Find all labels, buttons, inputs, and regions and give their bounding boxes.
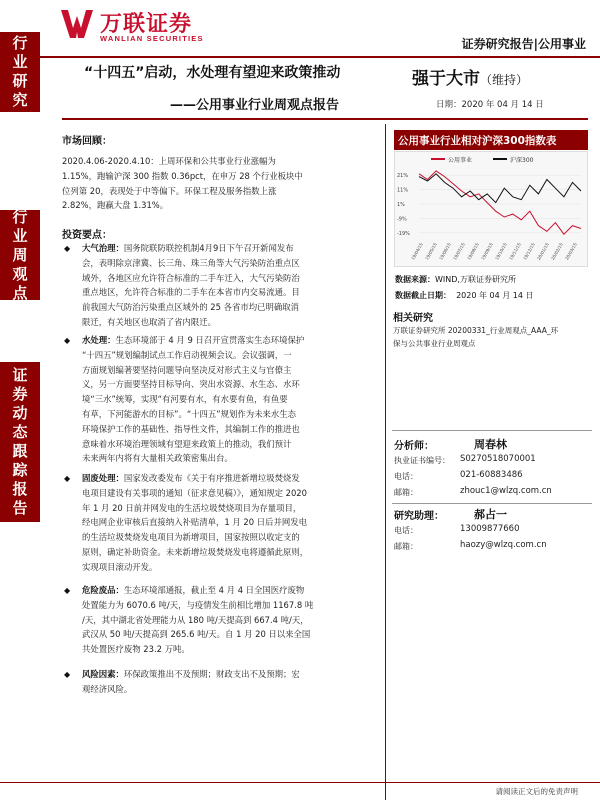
analyst-email-label: 邮箱： bbox=[394, 488, 418, 497]
point-air: 大气治理：国务院联防联控机制4月9日下午召开新闻发布 会，表明除京津冀、长三角、珠三角等大气污染防治重点区 域外，各地区应允许符合标准的二手车迁入，大气污染防治 重点地区，允许符合标准的二手车在本省市内交易流通。目 前我国大气防治污染重点区域外的 25 各省市均已明确取消 限迁，有关地区也取消了省内限迁。 bbox=[82, 243, 300, 327]
footer-divider bbox=[0, 782, 600, 783]
disclaimer-note: 请阅读正文后的免责声明 bbox=[495, 787, 578, 796]
x-tick-label: 19/07/15 bbox=[452, 242, 466, 261]
x-tick-label: 19/05/15 bbox=[424, 242, 438, 261]
assistant-email-label: 邮箱： bbox=[394, 542, 418, 551]
x-tick-label: 19/12/15 bbox=[522, 242, 536, 261]
data-source: 数据来源：WIND,万联证券研究所 bbox=[395, 275, 516, 284]
x-tick-label: 19/11/15 bbox=[508, 242, 522, 261]
assistant-phone-value: 13009877660 bbox=[460, 524, 520, 534]
point-solid-waste: 固废处理：国家发改委发布《关于有序推进新增垃圾焚烧发 电项目建设有关事项的通知（征求意见稿）》，通知规定 2020 年 1 月 20 日前并网发电的生活垃圾焚烧项目为存量项目， 经电网企业审核后直接纳入补贴清单，1 月 20 日后并网发电 的生活垃圾焚烧发电项目为新增项目，国家按照以收定支的 原则，确定补助资金。未来新增垃圾焚烧发电将遵循此原则， 实现项目滚动开发。 bbox=[82, 473, 309, 572]
rating-value: 强于大市 bbox=[412, 69, 480, 89]
y-tick-label: -19% bbox=[397, 230, 410, 237]
related-research-text: 万联证券研究所 20200331_行业周观点_AAA_环 保与公共事业行业周观点 bbox=[393, 326, 559, 348]
x-tick-label: 19/06/15 bbox=[438, 242, 452, 261]
header-divider bbox=[0, 56, 600, 58]
legend-label-1: 沪深300 bbox=[510, 157, 534, 164]
bullet-icon: ◆ bbox=[64, 336, 71, 345]
y-tick-label: 1% bbox=[397, 202, 405, 208]
x-tick-label: 19/09/15 bbox=[480, 242, 494, 261]
brand-logo-icon bbox=[60, 8, 94, 40]
analyst-cert-value: S0270518070001 bbox=[460, 454, 536, 464]
report-title-block bbox=[62, 62, 392, 113]
related-research-heading: 相关研究 bbox=[393, 313, 433, 324]
x-tick-label: 19/10/15 bbox=[494, 242, 508, 261]
rating bbox=[412, 64, 528, 89]
chart-title: 公用事业行业相对沪深300指数表 bbox=[394, 130, 588, 150]
report-subtitle: ——公用事业行业周观点报告 bbox=[170, 98, 340, 113]
market-review-heading: 市场回顾： bbox=[62, 136, 112, 147]
data-cutoff-date: 数据截止日期： 2020 年 04 月 14 日 bbox=[395, 291, 534, 300]
chart-container bbox=[394, 151, 588, 267]
bullet-icon: ◆ bbox=[64, 474, 71, 483]
assistant-name: 郝占一 bbox=[474, 508, 507, 521]
assistant-email-value[interactable]: haozy@wlzq.com.cn bbox=[460, 540, 547, 550]
analyst-cert-label: 执业证书编号： bbox=[394, 456, 450, 465]
bullet-icon: ◆ bbox=[64, 244, 71, 253]
page-header bbox=[0, 0, 600, 58]
y-tick-label: 21% bbox=[397, 173, 409, 180]
bullet-icon: ◆ bbox=[64, 586, 71, 595]
analyst-email-value[interactable]: zhouc1@wlzq.com.cn bbox=[460, 486, 552, 496]
x-tick-label: 19/04/15 bbox=[410, 242, 424, 261]
legend-label-0: 公用事业 bbox=[448, 157, 473, 164]
analyst-label: 分析师： bbox=[394, 441, 434, 452]
report-date: 日期：2020 年 04 月 14 日 bbox=[436, 100, 544, 110]
analyst-phone-label: 电话： bbox=[394, 472, 418, 481]
report-tag: 证券研究报告|公用事业 bbox=[461, 37, 586, 51]
series-line-1 bbox=[419, 174, 581, 203]
analyst-divider bbox=[392, 430, 592, 431]
x-tick-label: 20/01/15 bbox=[536, 242, 550, 261]
report-title: “十四五”启动，水处理有望迎来政策推动 bbox=[84, 65, 341, 81]
y-tick-label: 11% bbox=[397, 187, 409, 194]
side-label-tracking-report: 证 券 动 态 跟 踪 报 告 bbox=[0, 362, 40, 522]
key-points-heading: 投资要点： bbox=[62, 230, 112, 241]
relative-index-chart bbox=[395, 152, 587, 266]
title-divider bbox=[62, 118, 588, 120]
assistant-divider bbox=[392, 503, 592, 504]
side-label-weekly-view: 行 业 周 观 点 bbox=[0, 210, 40, 300]
market-review-text: 2020.4.06-2020.4.10：上周环保和公共事业行业涨幅为 1.15%，跑输沪深 300 指数 0.36pct，在申万 28 个行业板块中 位列第 20，表现处于中等偏下。环保工程及服务指数上涨 2.82%，跑赢大盘 1.31%。 bbox=[62, 156, 303, 211]
x-tick-label: 19/08/15 bbox=[466, 242, 480, 261]
point-hazardous: 危险废品：生态环境部通报，截止至 4 月 4 日全国医疗废物 处置能力为 6070.6 吨/天，与疫情发生前相比增加 1167.8 吨 /天，其中湖北省处理能力从 180 吨/天提高到 667.4 吨/天， 武汉从 50 吨/天提高到 265.6 吨/天。自 1 月 20 日以来全国 共处置医疗废物 23.2 万吨。 bbox=[82, 585, 314, 655]
x-tick-label: 20/03/15 bbox=[564, 242, 578, 261]
point-risk: 风险因素：环保政策推出不及预期；财政支出不及预期；宏 观经济风险。 bbox=[82, 669, 300, 694]
rating-sub: （维持） bbox=[480, 73, 529, 87]
x-tick-label: 20/02/15 bbox=[550, 242, 564, 261]
y-tick-label: -9% bbox=[397, 216, 407, 223]
point-water: 水处理：生态环境部于 4 月 9 日召开宣贯落实生态环境保护 “十四五”规划编制试点工作启动视频会议。会议强调，一 方面规划编著要坚持问题导向坚决反对形式主义与官僚主 义，另一方面要坚持目标导向、突出水资源、水生态、水环 境“三水”统筹，实现“有河要有水，有水要有鱼，有鱼要 有草，下河能游水的目标”。“十四五”规划作为未来水生态 环境保护工作的基础性、指导性文件，其编制工作的推进也 意味着水环境治理领域有望迎来政策上的推动，我们预计 未来两年内将有大量相关政策密集出台。 bbox=[82, 335, 305, 464]
side-label-industry-research: 行 业 研 究 bbox=[0, 32, 40, 112]
brand-name-cn: 万联证券 bbox=[100, 12, 193, 37]
bullet-icon: ◆ bbox=[64, 670, 71, 679]
analyst-name: 周春林 bbox=[474, 438, 507, 451]
analyst-phone-value: 021-60883486 bbox=[460, 470, 523, 480]
brand-name-en: WANLIAN SECURITIES bbox=[100, 34, 204, 43]
assistant-phone-label: 电话： bbox=[394, 526, 418, 535]
assistant-label: 研究助理： bbox=[394, 511, 444, 522]
